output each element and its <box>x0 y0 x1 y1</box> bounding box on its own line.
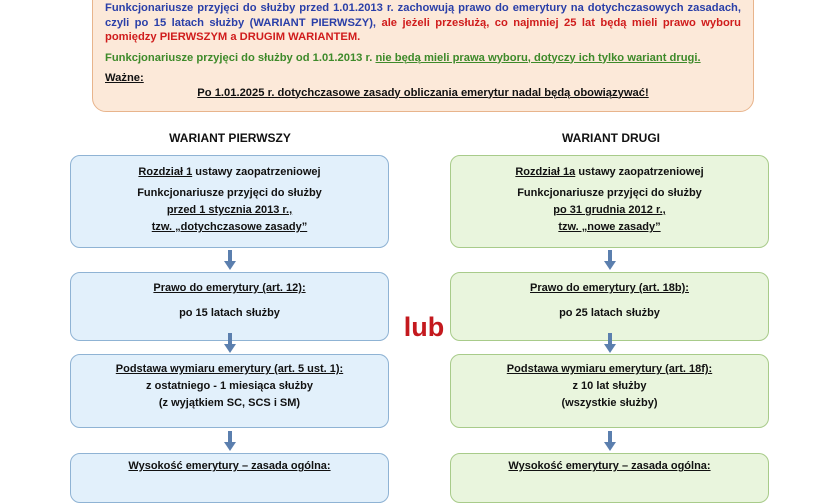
right-column-title: WARIANT DRUGI <box>562 131 660 145</box>
right-box-prawo: Prawo do emerytury (art. 18b): po 25 latach służby <box>450 272 769 341</box>
important-note: Po 1.01.2025 r. dotychczasowe zasady obliczania emerytur nadal będą obowiązywać! <box>197 86 649 99</box>
info-paragraph-2: Funkcjonariusze przyjęci do służby od 1.01.2013 r. nie będą mieli prawa wyboru, dotyczy ich tylko wariant drugi. <box>105 51 701 64</box>
arrow-down-icon <box>604 250 616 270</box>
left-box-prawo: Prawo do emerytury (art. 12): po 15 latach służby <box>70 272 389 341</box>
left-box-wysokosc: Wysokość emerytury – zasada ogólna: <box>70 453 389 503</box>
right-box-wysokosc: Wysokość emerytury – zasada ogólna: <box>450 453 769 503</box>
arrow-down-icon <box>604 431 616 451</box>
info-paragraph-1: Funkcjonariusze przyjęci do służby przed 1.01.2013 r. zachowują prawo do emerytury na dotychczasowych zasadach, czyli po 15 latach służby (WARIANT PIERWSZY), ale jeżeli przesłużą, co najmniej 25 lat będą mieli prawo wyboru pomiędzy PIERWSZYM a DRUGIM WARIANTEM. <box>105 2 741 43</box>
right-box-podstawa: Podstawa wymiaru emerytury (art. 18f): z 10 lat służby (wszystkie służby) <box>450 354 769 428</box>
left-box-podstawa: Podstawa wymiaru emerytury (art. 5 ust. 1): z ostatniego - 1 miesiąca służby (z wyjątkiem SC, SCS i SM) <box>70 354 389 428</box>
right-box-rozdzial: Rozdział 1a ustawy zaopatrzeniowej Funkcjonariusze przyjęci do służby po 31 grudnia 2012 r., tzw. „nowe zasady” <box>450 155 769 248</box>
arrow-down-icon <box>224 333 236 353</box>
arrow-down-icon <box>224 250 236 270</box>
left-column-title: WARIANT PIERWSZY <box>169 131 291 145</box>
arrow-down-icon <box>224 431 236 451</box>
left-box-rozdzial: Rozdział 1 ustawy zaopatrzeniowej Funkcjonariusze przyjęci do służby przed 1 stycznia 2013 r., tzw. „dotychczasowe zasady” <box>70 155 389 248</box>
important-label: Ważne: <box>105 72 144 84</box>
arrow-down-icon <box>604 333 616 353</box>
info-panel <box>92 0 754 112</box>
or-separator: lub <box>403 312 445 342</box>
